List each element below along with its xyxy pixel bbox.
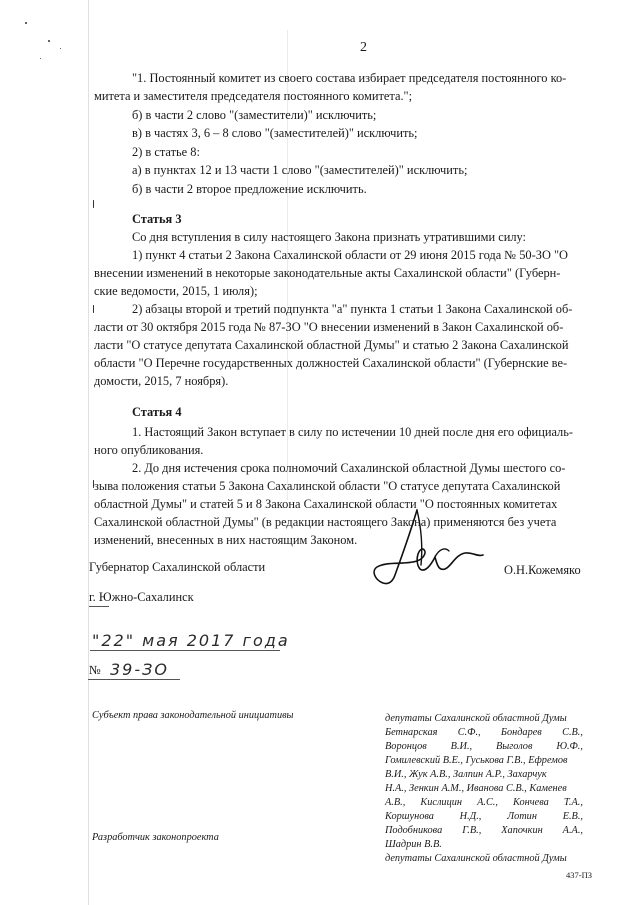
text-line: ские ведомости, 2015, 1 июля); [94,284,258,298]
text-line: 1) пункт 4 статьи 2 Закона Сахалинской области от 29 июня 2015 года № 50-ЗО "О [132,248,569,262]
scan-speck [93,305,94,313]
article-4-heading: Статья 4 [132,405,182,419]
text-line: б) в части 2 слово "(заместители)" исключить; [132,108,377,122]
text-line: Со дня вступления в силу настоящего Закона признать утратившими силу: [132,230,526,244]
deputy-name: Хапочкин [501,825,543,836]
text-line: домости, 2015, 7 ноября). [94,374,229,388]
deputy-initials: В.И., [450,741,473,752]
deputies-line: Шадрин В.В. [385,839,442,850]
deputy-name: Коршунова [385,811,434,822]
deputies-row [385,796,583,810]
text-line: изменений, внесенных в них настоящим Законом. [94,533,358,547]
text-line: в) в частях 3, 6 – 8 слово "(заместителей)" исключить; [132,126,418,140]
handwritten-signature [365,505,485,590]
deputy-name: Подобникова [385,825,443,836]
number-underline [88,679,180,680]
article-3-heading: Статья 3 [132,212,182,226]
deputies-line: В.И., Жук А.В., Залпин А.Р., Захарчук [385,769,547,780]
deputy-initials: С.В., [562,727,583,738]
text-line: области "О Перечне государственных должностей Сахалинской области" (Губернские ве- [94,356,568,370]
deputy-name: Выголов [496,741,533,752]
text-line: ласти "О статусе депутата Сахалинской областной Думы" и статью 2 Закона Сахалинской [94,338,569,352]
text-line: а) в пунктах 12 и 13 части 1 слово "(заместителей)" исключить; [132,163,468,177]
deputy-name: Лотин [507,811,537,822]
governor-name: О.Н.Кожемяко [504,563,581,577]
text-line: ласти от 30 октября 2015 года № 87-ЗО "О внесении изменений в Закон Сахалинской об- [94,320,564,334]
text-line: Сахалинской областной Думы" (в редакции настоящего Закона) применяются без учета [94,515,557,529]
text-line: 2) абзацы второй и третий подпункта "а" пункта 1 статьи 1 Закона Сахалинской об- [132,302,573,316]
page-number: 2 [360,40,367,55]
deputy-initials: А.В., [385,797,406,808]
text-line: 1. Настоящий Закон вступает в силу по истечении 10 дней после дня его официаль- [132,425,574,439]
handwritten-number: 39-ЗО [110,660,169,679]
governor-title: Губернатор Сахалинской области [89,560,266,574]
text-line: б) в части 2 второе предложение исключить. [132,182,367,196]
deputy-name: Бондарев [500,727,542,738]
city-underline [89,606,109,607]
deputy-initials: Г.В., [462,825,482,836]
text-line: "1. Постоянный комитет из своего состава избирает председателя постоянного ко- [132,71,567,85]
deputies-footer: депутаты Сахалинской областной Думы [385,853,567,864]
document-code: 437-ПЗ [566,870,592,880]
deputy-initials: А.А., [562,825,583,836]
deputy-name: Кончева [513,797,549,808]
deputy-name: Бетнарская [385,727,438,738]
number-prefix: № [89,663,101,677]
handwritten-date: "22" мая 2017 года [92,631,290,650]
deputies-row [385,740,583,754]
text-line: 2. До дня истечения срока полномочий Сахалинской областной Думы шестого со- [132,461,566,475]
scan-speck [40,58,41,59]
scan-speck [25,22,27,24]
scan-edge-line [88,0,89,905]
deputies-row [385,810,583,824]
text-line: митета и заместителя председателя постоянного комитета."; [94,89,413,103]
text-line: областной Думы" и статей 5 и 8 Закона Сахалинской области "О постоянных комитетах [94,497,558,511]
developer-label: Разработчик законопроекта [92,832,219,843]
text-line: 2) в статье 8: [132,145,200,159]
text-line: внесении изменений в некоторые законодательные акты Сахалинской области" (Губерн- [94,266,561,280]
subject-label: Субъект права законодательной инициативы [92,710,294,721]
scan-speck [60,48,61,49]
deputy-name: Воронцов [385,741,427,752]
date-underline [90,650,280,651]
deputies-line: Н.А., Зенкин А.М., Иванова С.В., Каменев [385,783,567,794]
deputy-initials: Т.А., [563,797,583,808]
scan-speck [93,200,94,208]
scan-speck [48,40,50,42]
deputies-line: Гомилевский В.Е., Гуськова Г.В., Ефремов [385,755,568,766]
deputies-row [385,726,583,740]
deputy-initials: Н.Д., [459,811,482,822]
deputies-header: депутаты Сахалинской областной Думы [385,713,567,724]
city: г. Южно-Сахалинск [89,590,194,604]
text-line: зыва положения статьи 5 Закона Сахалинской области "О статусе депутата Сахалинской [94,479,561,493]
deputy-initials: С.Ф., [457,727,481,738]
deputy-initials: Ю.Ф., [556,741,583,752]
text-line: ного опубликования. [94,443,204,457]
deputies-row [385,824,583,838]
deputy-name: Кислицин [420,797,462,808]
deputy-initials: Е.В., [562,811,583,822]
deputy-initials: А.С., [477,797,498,808]
